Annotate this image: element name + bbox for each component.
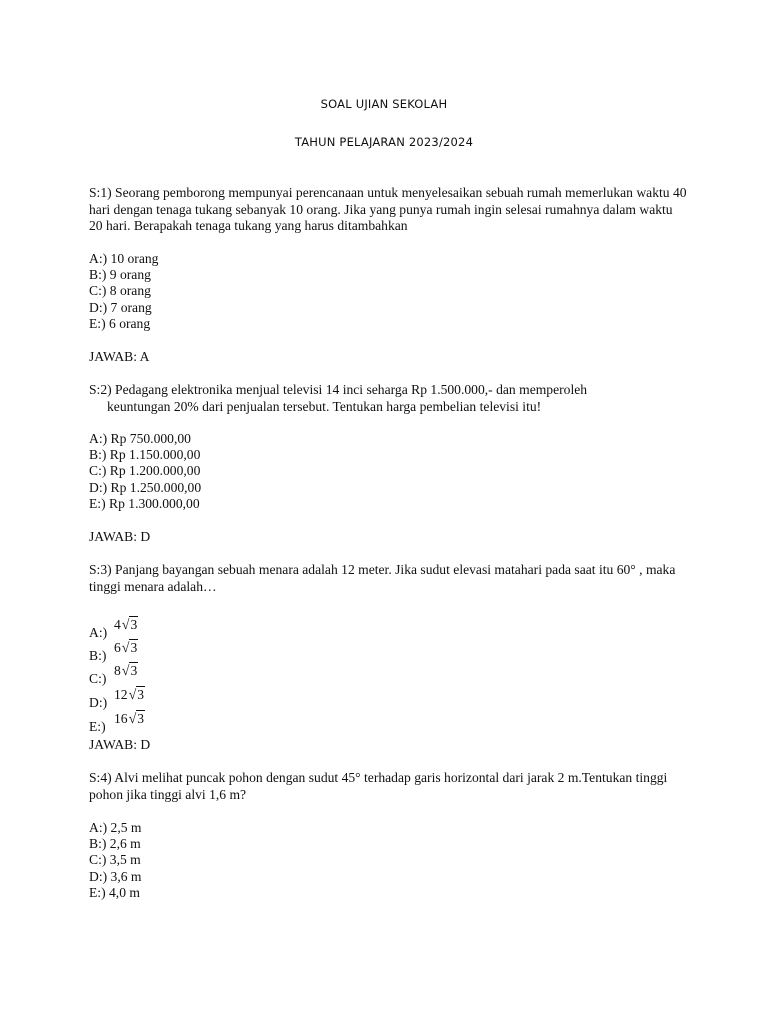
sqrt-icon: √3 [121,640,138,656]
q1-option-d: D:) 7 orang [89,299,152,315]
question-3-text: S:3) Panjang bayangan sebuah menara adalah 12 meter. Jika sudut elevasi matahari pada saat itu 60° , maka tinggi menara adalah… [89,562,676,594]
q2-option-b: B:) Rp 1.150.000,00 [89,447,201,463]
q3-option-a-coef: 4 [114,617,121,632]
q3-option-c-label: C:) [89,671,107,686]
question-1-text: S:1) Seorang pemborong mempunyai perencanaan untuk menyelesaikan sebuah rumah memerlukan waktu 40 hari dengan tenaga tukang sebanyak 10 orang. Jika yang punya rumah ingin selesai rumahnya dalam waktu 20 hari. Berapakah tenaga tukang yang harus ditambahkan [89,185,687,233]
q3-option-b-math [114,640,138,657]
q3-option-d-coef: 12 [114,687,128,702]
q3-option-d-math [114,687,145,704]
q4-option-c: C:) 3,5 m [89,852,141,868]
q2-option-d: D:) Rp 1.250.000,00 [89,479,202,495]
question-1-options [89,251,158,332]
q3-option-e-coef: 16 [114,711,128,726]
q3-option-c-radicand: 3 [130,663,138,678]
q2-option-c: C:) Rp 1.200.000,00 [89,463,201,479]
q3-option-a-math [114,617,138,634]
q4-option-a: A:) 2,5 m [89,820,142,835]
q1-option-c: C:) 8 orang [89,283,151,299]
q2-option-a: A:) Rp 750.000,00 [89,431,191,446]
q1-option-a: A:) 10 orang [89,251,159,266]
q3-option-d-label: D:) [89,695,108,710]
question-2-text [89,382,689,415]
q1-option-b: B:) 9 orang [89,267,151,283]
q3-option-d-radicand: 3 [137,687,145,702]
question-2-line-2: keuntungan 20% dari penjualan tersebut. Tentukan harga pembelian televisi itu! [107,398,542,414]
q3-option-c-math [114,663,138,680]
q1-option-e: E:) 6 orang [89,315,151,331]
document-subtitle: TAHUN PELAJARAN 2023/2024 [294,135,474,149]
q3-option-a-radicand: 3 [130,617,138,632]
question-2-options [89,431,201,512]
question-4-text: S:4) Alvi melihat puncak pohon dengan sudut 45° terhadap garis horizontal dari jarak 2 m.Tentukan tinggi pohon jika tinggi alvi 1,6 m? [89,770,668,802]
q3-option-a-label: A:) [89,625,108,640]
q3-option-c-coef: 8 [114,663,121,678]
sqrt-icon: √3 [128,687,145,703]
q4-option-d: D:) 3,6 m [89,868,142,884]
q4-option-b: B:) 2,6 m [89,836,141,852]
q3-option-e-math [114,711,145,728]
sqrt-icon: √3 [121,617,138,633]
q2-option-e: E:) Rp 1.300.000,00 [89,495,200,511]
q3-option-e-label: E:) [89,719,106,734]
question-1-answer: JAWAB: A [89,349,150,364]
question-2-line-1: S:2) Pedagang elektronika menjual televisi 14 inci seharga Rp 1.500.000,- dan memperoleh [89,382,588,397]
sqrt-icon: √3 [128,711,145,727]
q3-option-b-coef: 6 [114,640,121,655]
q3-option-b-radicand: 3 [130,640,138,655]
q4-option-e: E:) 4,0 m [89,884,140,900]
sqrt-icon: √3 [121,663,138,679]
question-4-options [89,820,141,901]
document-title: SOAL UJIAN SEKOLAH [320,97,448,111]
q3-option-b-label: B:) [89,648,107,663]
q3-option-e-radicand: 3 [137,711,145,726]
question-3-answer: JAWAB: D [89,737,151,752]
question-2-answer: JAWAB: D [89,529,151,544]
